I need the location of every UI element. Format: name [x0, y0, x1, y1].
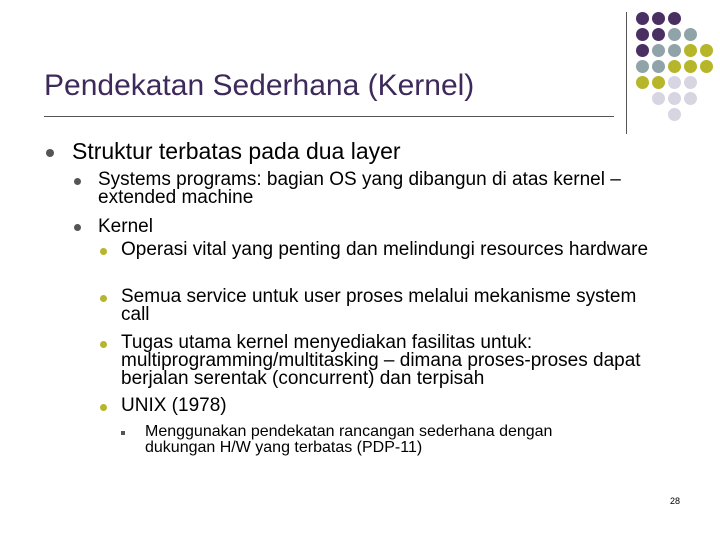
- bullet-level1: Struktur terbatas pada dua layer: [72, 138, 401, 164]
- bullet-dot-icon: [100, 248, 107, 255]
- bullet-kernel: Kernel: [98, 216, 153, 237]
- unix-subitem: Menggunakan pendekatan rancangan sederhana dengan dukungan H/W yang terbatas (PDP-11): [145, 423, 553, 456]
- page-number: 28: [669, 496, 680, 506]
- kernel-item-2: Semua service untuk user proses melalui mekanisme system call: [121, 286, 637, 325]
- bullet-dot-icon: [74, 224, 81, 231]
- bullet-dot-icon: [100, 341, 107, 348]
- bullet-dot-icon: [46, 149, 54, 157]
- bullet-systems-programs: Systems programs: bagian OS yang dibangun di atas kernel – extended machine: [98, 169, 621, 208]
- kernel-item-3: Tugas utama kernel menyediakan fasilitas untuk: multiprogramming/multitasking – dimana proses-proses dapat berjalan serentak (concurrent) dan terpisah: [121, 332, 641, 389]
- bullet-dot-icon: [74, 178, 81, 185]
- bullet-square-icon: [121, 431, 125, 435]
- kernel-item-1: Operasi vital yang penting dan melindungi resources hardware: [121, 239, 649, 260]
- bullet-dot-icon: [100, 295, 107, 302]
- slide-title: Pendekatan Sederhana (Kernel): [44, 69, 475, 102]
- bullet-dot-icon: [100, 404, 107, 411]
- kernel-item-4: UNIX (1978): [121, 395, 227, 416]
